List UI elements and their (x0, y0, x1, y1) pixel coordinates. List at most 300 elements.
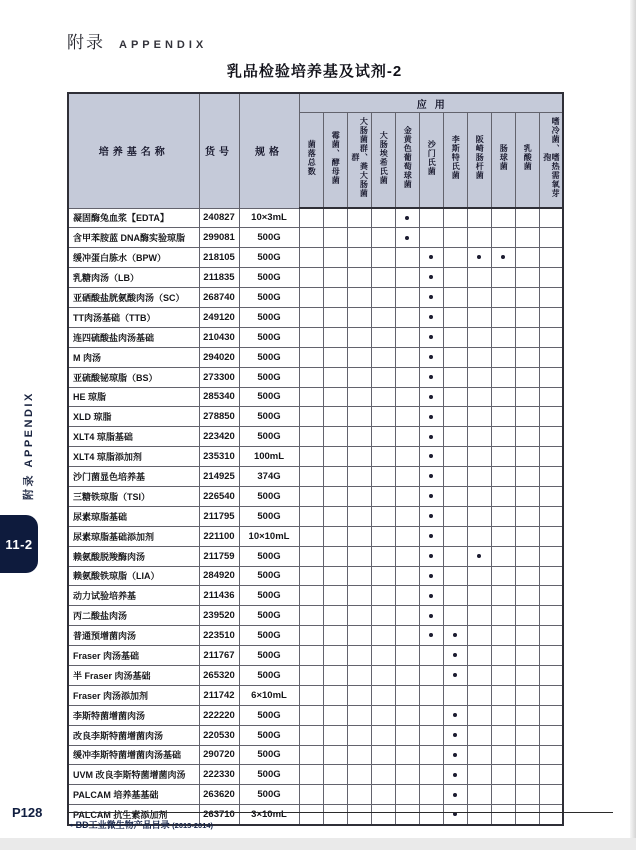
application-cell (419, 347, 443, 367)
application-cell (539, 407, 563, 427)
application-cell (443, 586, 467, 606)
cat-no-cell: 214925 (199, 467, 239, 487)
spec-cell: 500G (239, 745, 299, 765)
application-cell (299, 506, 323, 526)
application-cell (539, 765, 563, 785)
col-header-spec: 规格 (239, 93, 299, 208)
application-cell (299, 765, 323, 785)
app-column-label: 菌落总数 (307, 139, 317, 176)
application-cell (491, 327, 515, 347)
application-cell (491, 467, 515, 487)
application-dot (429, 435, 433, 439)
application-cell (443, 268, 467, 288)
application-cell (491, 407, 515, 427)
cat-no-cell: 263620 (199, 785, 239, 805)
application-cell (491, 566, 515, 586)
application-cell (539, 327, 563, 347)
application-cell (347, 805, 371, 825)
application-cell (395, 208, 419, 228)
media-name-cell: TT肉汤基础（TTB） (68, 307, 199, 327)
spec-cell: 500G (239, 705, 299, 725)
media-name-cell: 乳糖肉汤（LB） (68, 268, 199, 288)
spec-cell: 100mL (239, 447, 299, 467)
application-cell (467, 805, 491, 825)
application-cell (371, 467, 395, 487)
col-header-app-11 (539, 113, 563, 209)
application-cell (299, 268, 323, 288)
application-dot (429, 474, 433, 478)
application-cell (347, 407, 371, 427)
app-column-label: 金黄色葡萄球菌 (403, 126, 413, 189)
media-name-cell: Fraser 肉汤基础 (68, 646, 199, 666)
application-cell (515, 288, 539, 308)
application-cell (443, 646, 467, 666)
application-cell (467, 268, 491, 288)
sidebar-section-tab: 11-2 (0, 515, 38, 573)
application-cell (347, 327, 371, 347)
application-cell (515, 606, 539, 626)
application-cell (443, 208, 467, 228)
spec-cell: 500G (239, 288, 299, 308)
application-cell (347, 347, 371, 367)
application-cell (491, 646, 515, 666)
cat-no-cell: 211759 (199, 546, 239, 566)
application-cell (419, 705, 443, 725)
application-cell (539, 467, 563, 487)
application-cell (323, 805, 347, 825)
app-column-label: 沙门氏菌 (427, 139, 437, 176)
application-cell (491, 486, 515, 506)
application-cell (371, 745, 395, 765)
application-cell (443, 248, 467, 268)
application-cell (419, 447, 443, 467)
application-cell (515, 248, 539, 268)
application-cell (347, 685, 371, 705)
section-header (67, 28, 207, 53)
application-cell (419, 586, 443, 606)
cat-no-cell: 211795 (199, 506, 239, 526)
application-cell (347, 367, 371, 387)
application-cell (419, 407, 443, 427)
application-cell (299, 248, 323, 268)
application-cell (347, 506, 371, 526)
table-row (68, 586, 563, 606)
application-cell (419, 486, 443, 506)
col-header-application: 应用 (299, 93, 563, 113)
application-cell (371, 327, 395, 347)
application-cell (515, 705, 539, 725)
application-cell (491, 765, 515, 785)
application-cell (371, 785, 395, 805)
application-cell (323, 745, 347, 765)
application-cell (539, 566, 563, 586)
application-dot (453, 673, 457, 677)
application-cell (539, 586, 563, 606)
spec-cell: 500G (239, 307, 299, 327)
application-cell (539, 526, 563, 546)
table-row (68, 506, 563, 526)
application-cell (347, 725, 371, 745)
application-cell (515, 526, 539, 546)
application-cell (419, 805, 443, 825)
application-cell (491, 387, 515, 407)
application-cell (323, 447, 347, 467)
table-row (68, 248, 563, 268)
application-cell (467, 208, 491, 228)
application-cell (515, 407, 539, 427)
col-header-app-7 (443, 113, 467, 209)
application-dot (453, 653, 457, 657)
application-cell (467, 467, 491, 487)
application-cell (443, 725, 467, 745)
application-cell (371, 765, 395, 785)
application-cell (323, 268, 347, 288)
application-cell (467, 506, 491, 526)
application-cell (395, 765, 419, 785)
application-dot (501, 255, 505, 259)
application-cell (419, 765, 443, 785)
spec-cell: 500G (239, 586, 299, 606)
application-cell (371, 506, 395, 526)
spec-cell: 500G (239, 248, 299, 268)
application-cell (371, 387, 395, 407)
media-name-cell: XLT4 琼脂添加剂 (68, 447, 199, 467)
application-cell (347, 765, 371, 785)
media-name-cell: 三糖铁琼脂（TSI） (68, 486, 199, 506)
application-cell (443, 526, 467, 546)
application-dot (429, 295, 433, 299)
spec-cell: 10×10mL (239, 526, 299, 546)
application-cell (371, 725, 395, 745)
application-cell (347, 427, 371, 447)
application-cell (371, 268, 395, 288)
application-cell (539, 785, 563, 805)
media-name-cell: 缓冲蛋白胨水（BPW） (68, 248, 199, 268)
application-cell (467, 566, 491, 586)
spec-cell: 3×10mL (239, 805, 299, 825)
application-cell (323, 228, 347, 248)
application-cell (467, 407, 491, 427)
application-cell (395, 665, 419, 685)
media-name-cell: XLT4 琼脂基础 (68, 427, 199, 447)
application-cell (395, 228, 419, 248)
application-cell (467, 526, 491, 546)
media-name-cell: 赖氨酸铁琼脂（LIA） (68, 566, 199, 586)
application-cell (347, 526, 371, 546)
table-row (68, 228, 563, 248)
application-cell (491, 586, 515, 606)
application-cell (515, 685, 539, 705)
media-table-wrap (67, 92, 564, 826)
table-row (68, 427, 563, 447)
application-dot (429, 255, 433, 259)
application-cell (323, 307, 347, 327)
application-cell (539, 646, 563, 666)
application-cell (539, 486, 563, 506)
application-cell (539, 546, 563, 566)
application-cell (299, 407, 323, 427)
application-cell (371, 228, 395, 248)
cat-no-cell: 273300 (199, 367, 239, 387)
cat-no-cell: 294020 (199, 347, 239, 367)
application-cell (515, 626, 539, 646)
section-label-en: APPENDIX (119, 39, 208, 51)
application-cell (323, 646, 347, 666)
application-cell (395, 248, 419, 268)
table-row (68, 526, 563, 546)
application-cell (491, 367, 515, 387)
application-cell (395, 288, 419, 308)
application-cell (491, 725, 515, 745)
sidebar-vertical-label: 附录 APPENDIX (23, 391, 35, 500)
table-row (68, 566, 563, 586)
application-cell (323, 606, 347, 626)
application-cell (395, 427, 419, 447)
page-title: 乳品检验培养基及试剂-2 (226, 63, 403, 80)
application-cell (491, 785, 515, 805)
application-cell (443, 506, 467, 526)
application-cell (371, 208, 395, 228)
application-cell (419, 208, 443, 228)
application-cell (299, 566, 323, 586)
application-cell (323, 506, 347, 526)
application-cell (395, 805, 419, 825)
spec-cell: 500G (239, 566, 299, 586)
application-cell (539, 208, 563, 228)
application-cell (515, 745, 539, 765)
spec-cell: 500G (239, 765, 299, 785)
application-cell (491, 745, 515, 765)
application-dot (453, 773, 457, 777)
table-row (68, 307, 563, 327)
application-cell (515, 307, 539, 327)
application-cell (395, 407, 419, 427)
footer-catalog-title (70, 818, 213, 831)
application-cell (467, 327, 491, 347)
application-cell (371, 546, 395, 566)
application-cell (395, 586, 419, 606)
application-cell (467, 586, 491, 606)
application-dot (453, 633, 457, 637)
application-cell (443, 307, 467, 327)
application-cell (323, 765, 347, 785)
application-cell (299, 467, 323, 487)
application-cell (419, 367, 443, 387)
application-dot (429, 415, 433, 419)
application-cell (539, 228, 563, 248)
table-row (68, 486, 563, 506)
col-header-cat-no: 货号 (199, 93, 239, 208)
application-cell (491, 248, 515, 268)
application-cell (419, 785, 443, 805)
application-cell (443, 486, 467, 506)
application-cell (323, 427, 347, 447)
application-cell (299, 327, 323, 347)
application-cell (491, 705, 515, 725)
footer-divider (67, 812, 613, 813)
application-cell (539, 705, 563, 725)
application-cell (539, 268, 563, 288)
application-cell (443, 288, 467, 308)
spec-cell: 500G (239, 387, 299, 407)
application-cell (371, 427, 395, 447)
spec-cell: 500G (239, 725, 299, 745)
cat-no-cell: 211742 (199, 685, 239, 705)
media-name-cell: 沙门菌显色培养基 (68, 467, 199, 487)
application-dot (429, 335, 433, 339)
application-cell (347, 606, 371, 626)
application-cell (299, 546, 323, 566)
spec-cell: 500G (239, 665, 299, 685)
cat-no-cell: 210430 (199, 327, 239, 347)
application-cell (323, 407, 347, 427)
application-cell (371, 367, 395, 387)
table-row (68, 367, 563, 387)
application-cell (515, 566, 539, 586)
application-cell (299, 228, 323, 248)
application-cell (515, 725, 539, 745)
application-cell (491, 665, 515, 685)
application-cell (299, 586, 323, 606)
application-cell (443, 347, 467, 367)
application-cell (347, 626, 371, 646)
application-cell (347, 268, 371, 288)
spec-cell: 500G (239, 546, 299, 566)
application-cell (299, 725, 323, 745)
application-cell (299, 387, 323, 407)
application-cell (443, 785, 467, 805)
application-cell (395, 447, 419, 467)
application-cell (299, 367, 323, 387)
application-cell (371, 447, 395, 467)
application-cell (419, 685, 443, 705)
application-cell (443, 705, 467, 725)
media-name-cell: 亚硫酸铋琼脂（BS） (68, 367, 199, 387)
application-dot (429, 614, 433, 618)
application-dot (453, 793, 457, 797)
application-cell (395, 785, 419, 805)
table-row (68, 606, 563, 626)
cat-no-cell: 223510 (199, 626, 239, 646)
col-header-app-5 (395, 113, 419, 209)
application-cell (491, 606, 515, 626)
application-cell (443, 387, 467, 407)
application-cell (443, 685, 467, 705)
application-cell (323, 586, 347, 606)
application-cell (323, 725, 347, 745)
application-dot (429, 633, 433, 637)
col-header-app-2 (323, 113, 347, 209)
application-cell (395, 685, 419, 705)
application-cell (443, 626, 467, 646)
application-cell (419, 506, 443, 526)
application-cell (467, 228, 491, 248)
cat-no-cell: 265320 (199, 665, 239, 685)
media-name-cell: 缓冲李斯特菌增菌肉汤基础 (68, 745, 199, 765)
application-cell (515, 228, 539, 248)
application-cell (419, 606, 443, 626)
application-cell (419, 288, 443, 308)
cat-no-cell: 278850 (199, 407, 239, 427)
application-cell (539, 447, 563, 467)
application-cell (323, 208, 347, 228)
application-cell (323, 387, 347, 407)
table-row (68, 546, 563, 566)
application-cell (443, 566, 467, 586)
spec-cell: 500G (239, 268, 299, 288)
application-cell (323, 347, 347, 367)
media-name-cell: UVM 改良李斯特菌增菌肉汤 (68, 765, 199, 785)
application-cell (347, 486, 371, 506)
application-cell (467, 288, 491, 308)
application-cell (515, 327, 539, 347)
application-cell (467, 606, 491, 626)
spec-cell: 500G (239, 486, 299, 506)
application-cell (395, 486, 419, 506)
application-cell (467, 347, 491, 367)
cat-no-cell: 285340 (199, 387, 239, 407)
application-cell (467, 447, 491, 467)
application-cell (515, 805, 539, 825)
media-name-cell: 凝固酶兔血浆【EDTA】 (68, 208, 199, 228)
application-cell (299, 427, 323, 447)
page-number: P128 (12, 805, 43, 820)
application-cell (539, 745, 563, 765)
application-cell (419, 745, 443, 765)
spec-cell: 374G (239, 467, 299, 487)
application-cell (395, 387, 419, 407)
application-dot (429, 454, 433, 458)
application-cell (491, 427, 515, 447)
application-cell (443, 447, 467, 467)
application-cell (371, 288, 395, 308)
footer-catalog-text: • BD工业微生物产品目录 (70, 820, 170, 830)
table-row (68, 765, 563, 785)
application-cell (371, 586, 395, 606)
application-cell (467, 745, 491, 765)
media-reagent-table (67, 92, 564, 826)
application-cell (539, 606, 563, 626)
application-cell (467, 427, 491, 447)
cat-no-cell: 263710 (199, 805, 239, 825)
application-cell (347, 785, 371, 805)
table-row (68, 725, 563, 745)
application-cell (467, 685, 491, 705)
application-cell (299, 208, 323, 228)
media-name-cell: PALCAM 抗生素添加剂 (68, 805, 199, 825)
application-cell (491, 268, 515, 288)
col-header-app-1 (299, 113, 323, 209)
application-cell (539, 387, 563, 407)
application-cell (299, 685, 323, 705)
application-cell (419, 268, 443, 288)
application-cell (299, 447, 323, 467)
application-cell (539, 805, 563, 825)
application-cell (443, 367, 467, 387)
application-dot (429, 534, 433, 538)
application-cell (467, 486, 491, 506)
media-name-cell: 尿素琼脂基础 (68, 506, 199, 526)
spec-cell: 500G (239, 228, 299, 248)
application-cell (491, 347, 515, 367)
app-column-label: 乳酸菌 (523, 144, 533, 171)
col-header-app-6 (419, 113, 443, 209)
media-name-cell: 尿素琼脂基础添加剂 (68, 526, 199, 546)
application-cell (515, 546, 539, 566)
section-label-cn: 附录 (67, 33, 105, 52)
application-dot (477, 554, 481, 558)
application-cell (395, 606, 419, 626)
